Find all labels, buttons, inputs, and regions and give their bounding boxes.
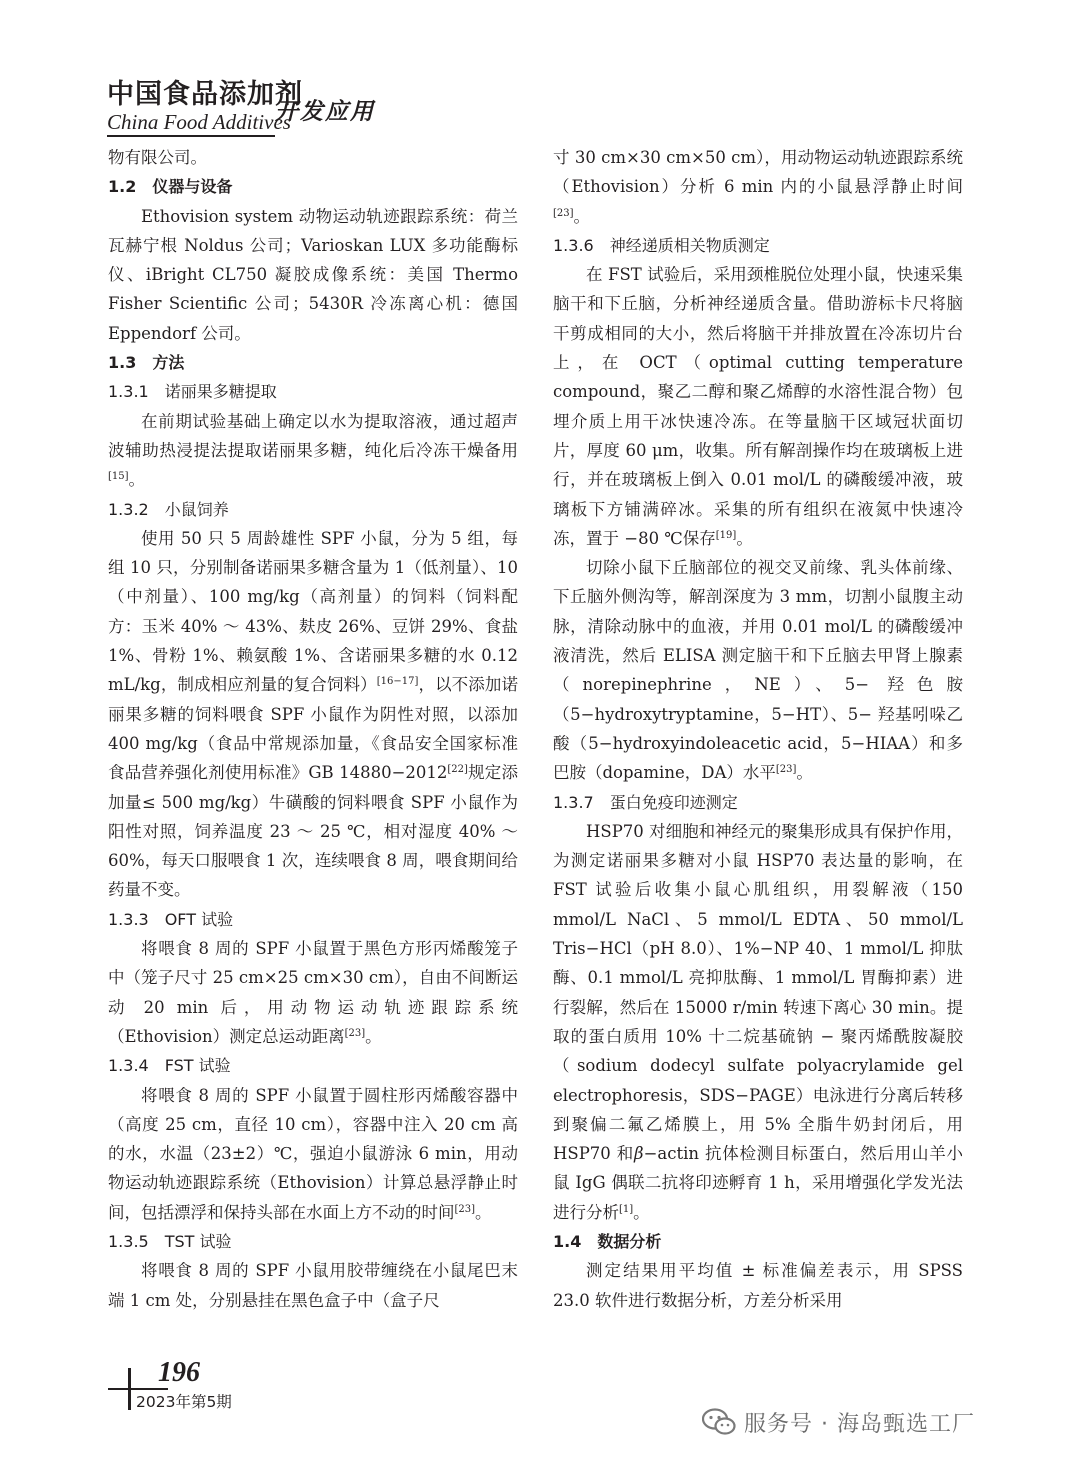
beta-symbol: β xyxy=(634,1144,644,1164)
paragraph xyxy=(553,260,963,553)
paragraph xyxy=(108,934,518,1051)
paragraph-text: 将喂食 8 周的 SPF 小鼠置于黑色方形丙烯酸笼子中（笼子尺寸 25 cm×25 cm×30 cm），自由不间断运动 20 min 后，用动物运动轨迹跟踪系统（Ethovision）测定总运动距离 xyxy=(108,939,518,1046)
subsection-heading: 1.3.6 神经递质相关物质测定 xyxy=(553,235,770,255)
page-footer xyxy=(108,1358,308,1418)
paragraph-text: 切除小鼠下丘脑部位的视交叉前缘、乳头体前缘、下丘脑外侧沟等，解剖深度为 3 mm，切割小鼠腹主动脉，清除动脉中的血液，并用 0.01 mol/L 的磷酸缓冲液清洗，然后 ELISA 测定脑干和下丘脑去甲肾上腺素（norepinephrine，NE）、5− 羟色胺（5−hydroxytryptamine，5−HT）、5− 羟基吲哚乙酸（5−hydroxyindoleacetic acid，5−HIAA）和多巴胺（dopamine，DA）水平 xyxy=(553,558,963,783)
page-number: 196 xyxy=(158,1357,200,1388)
citation: [19] xyxy=(715,529,737,541)
paragraph-text: 。 xyxy=(796,763,813,783)
subsection-heading: 1.3.5 TST 试验 xyxy=(108,1231,232,1251)
paragraph xyxy=(553,817,963,1227)
paragraph-text: 将喂食 8 周的 SPF 小鼠置于圆柱形丙烯酸容器中（高度 25 cm，直径 10 cm），容器中注入 20 cm 高的水，水温（23±2）℃，强迫小鼠游泳 6 min，用动物运动轨迹跟踪系统（Ethovision）计算总悬浮静止时间，包括漂浮和保持头部在水面上方不动的时间 xyxy=(108,1085,518,1222)
paragraph-text: 。 xyxy=(573,206,591,226)
citation: [23] xyxy=(553,207,574,219)
paragraph: Ethovision system 动物运动轨迹跟踪系统：荷兰瓦赫宁根 Noldus 公司；Varioskan LUX 多功能酶标仪、iBright CL750 凝胶成像系统：美国 Thermo Fisher Scientific 公司；5430R 冷冻离心机：德国 Eppendorf 公司。 xyxy=(108,206,518,343)
paragraph-text: 。 xyxy=(365,1026,382,1046)
subsection-heading: 1.3.1 诺丽果多糖提取 xyxy=(108,382,277,402)
citation: [22] xyxy=(447,764,468,776)
paragraph-text: 在前期试验基础上确定以水为提取溶液，通过超声波辅助热浸提法提取诺丽果多糖，纯化后冷冻干燥备用 xyxy=(108,411,518,460)
journal-title-en: China Food Additives xyxy=(107,110,291,134)
subsection-heading: 1.3.2 小鼠饲养 xyxy=(108,499,229,519)
paragraph-text: 使用 50 只 5 周龄雄性 SPF 小鼠，分为 5 组，每组 10 只，分别制备诺丽果多糖含量为 1（低剂量）、10（中剂量）、100 mg/kg（高剂量）的饲料（饲料配方：玉米 40% ～ 43%、麸皮 26%、豆饼 29%、食盐 1%、骨粉 1%、赖氨酸 1%、含诺丽果多糖的水 0.12 mL/kg，制成相应剂量的复合饲料） xyxy=(108,528,518,695)
section-heading: 1.3 方法 xyxy=(108,353,185,373)
paragraph-text: ，以不添加诺丽果多糖的饲料喂食 SPF 小鼠作为阴性对照，以添加 400 mg/kg（食品中常规添加量，《食品安全国家标准 食品营养强化剂使用标准》GB 14880−2012 xyxy=(108,675,535,783)
paragraph-text: 。 xyxy=(736,528,753,548)
subsection-heading: 1.3.3 OFT 试验 xyxy=(108,909,234,929)
paragraph-text: HSP70 对细胞和神经元的聚集形成具有保护作用，为测定诺丽果多糖对小鼠 HSP70 表达量的影响，在 FST 试验后收集小鼠心肌组织，用裂解液（150 mmol/L NaCl、5 mmol/L EDTA、50 mmol/L Tris−HCl（pH 8.0）、1%−NP 40、1 mmol/L 抑肽酶、0.1 mmol/L 亮抑肽酶、1 mmol/L 胃酶抑素）进行裂解，然后在 15000 r/min 转速下离心 30 min。提取的蛋白质用 10% 十二烷基硫钠 − 聚丙烯酰胺凝胶（sodium dodecyl sulfate polyacrylamide gel electrophoresis，SDS−PAGE）电泳进行分离后转移到聚偏二氟乙烯膜上，用 5% 全脂牛奶封闭后，用 HSP70 和 xyxy=(553,821,963,1164)
paragraph xyxy=(553,143,963,231)
footer-horizontal-rule xyxy=(108,1388,168,1390)
citation: [23] xyxy=(775,764,797,776)
paragraph xyxy=(108,1081,518,1227)
paragraph: 物有限公司。 xyxy=(108,148,207,167)
journal-header xyxy=(107,74,447,140)
paragraph xyxy=(108,524,535,905)
paragraph-text: 规定添加量≤ 500 mg/kg）牛磺酸的饲料喂食 SPF 小鼠作为阳性对照，饲养温度 23 ～ 25 ℃，相对湿度 40% ～ 60%，每天口服喂食 1 次，连续喂食 8 周，喂食期间给药量不变。 xyxy=(108,763,519,900)
citation: [16−17] xyxy=(376,676,419,688)
paragraph-text: 。 xyxy=(475,1202,492,1222)
watermark-text: 服务号 · 海岛甄选工厂 xyxy=(744,1411,975,1437)
paragraph-text: −actin 抗体检测目标蛋白，然后用山羊小鼠 IgG 偶联二抗将印迹孵育 1 h，采用增强化学发光法进行分析 xyxy=(553,1144,963,1222)
citation: [1] xyxy=(619,1203,634,1215)
paragraph xyxy=(108,407,518,495)
citation: [15] xyxy=(108,471,129,483)
wechat-icon xyxy=(702,1408,736,1436)
paragraph: 测定结果用平均值 ± 标准偏差表示，用 SPSS 23.0 软件进行数据分析，方差分析采用 xyxy=(553,1261,963,1310)
subsection-heading: 1.3.7 蛋白免疫印迹测定 xyxy=(553,792,738,812)
paragraph-text: 。 xyxy=(633,1202,650,1222)
header-rule xyxy=(107,135,275,137)
watermark xyxy=(702,1400,975,1444)
subsection-heading: 1.3.4 FST 试验 xyxy=(108,1056,231,1076)
issue-label: 2023年第5期 xyxy=(136,1393,232,1411)
section-tag: 开发应用 xyxy=(275,99,375,125)
paragraph-text: 寸 30 cm×30 cm×50 cm），用动物运动轨迹跟踪系统（Ethovision）分析 6 min 内的小鼠悬浮静止时间 xyxy=(553,148,963,197)
section-heading: 1.2 仪器与设备 xyxy=(108,177,233,197)
citation: [23] xyxy=(454,1203,476,1215)
right-column xyxy=(553,143,963,1315)
citation: [23] xyxy=(344,1027,366,1039)
journal-title-cn: 中国食品添加剂 xyxy=(107,79,303,110)
paragraph xyxy=(553,553,963,787)
section-heading: 1.4 数据分析 xyxy=(553,1231,662,1251)
paragraph-text: 在 FST 试验后，采用颈椎脱位处理小鼠，快速采集脑干和下丘脑，分析神经递质含量。借助游标卡尺将脑干剪成相同的大小，然后将脑干并排放置在冷冻切片台上，在 OCT（optimal cutting temperature compound，聚乙二醇和聚乙烯醇的水溶性混合物）包埋介质上用干冰快速冷冻。在等量脑干区域冠状面切片，厚度 60 μm，收集。所有解剖操作均在玻璃板上进行，并在玻璃板上倒入 0.01 mol/L 的磷酸缓冲液，玻璃板下方铺满碎冰。采集的所有组织在液氮中快速冷冻，置于 −80 ℃保存 xyxy=(553,265,963,548)
left-column xyxy=(108,143,535,1315)
paragraph-text: 。 xyxy=(128,470,146,490)
paragraph: 将喂食 8 周的 SPF 小鼠用胶带缠绕在小鼠尾巴末端 1 cm 处，分别悬挂在黑色盒子中（盒子尺 xyxy=(108,1261,518,1310)
